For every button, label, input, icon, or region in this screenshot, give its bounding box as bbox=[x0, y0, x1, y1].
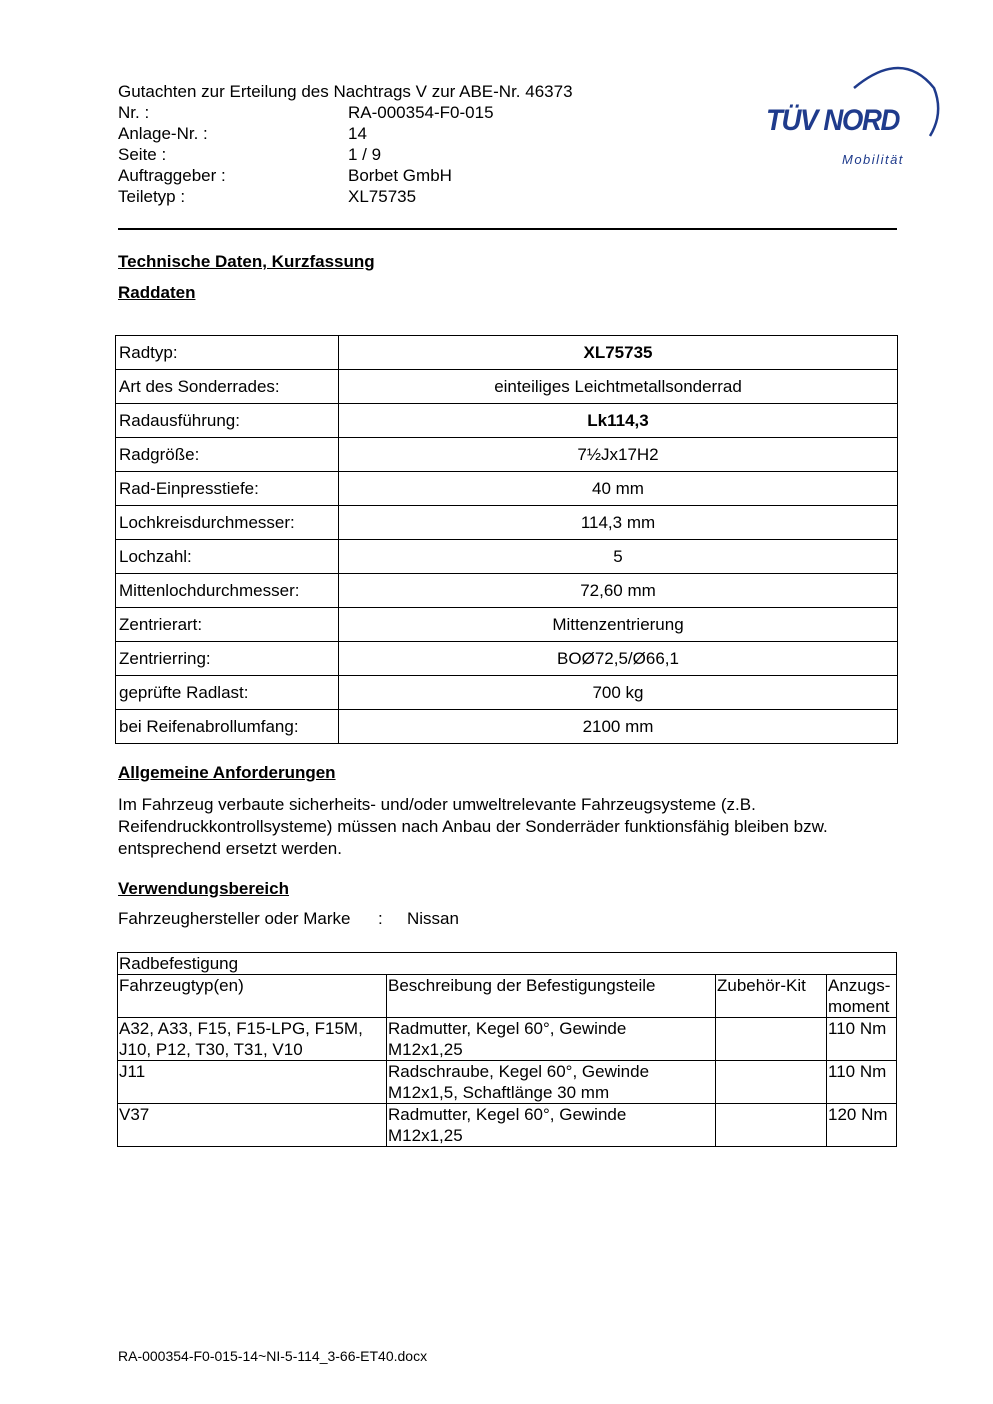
table-row bbox=[116, 608, 898, 642]
row-value: Lk114,3 bbox=[339, 404, 898, 438]
field-value: 14 bbox=[348, 124, 367, 143]
cell-torque: 110 Nm bbox=[827, 1061, 897, 1104]
row-value: XL75735 bbox=[339, 336, 898, 370]
cell-line: M12x1,5, Schaftlänge 30 mm bbox=[388, 1083, 610, 1102]
section-title: Technische Daten, Kurzfassung bbox=[118, 252, 375, 271]
header-vehicle-types: Fahrzeugtyp(en) bbox=[118, 975, 387, 1018]
row-value: 40 mm bbox=[339, 472, 898, 506]
header-torque-line1: Anzugs- bbox=[828, 976, 891, 995]
cell-line: V37 bbox=[119, 1105, 150, 1124]
cell-torque: 120 Nm bbox=[827, 1104, 897, 1147]
row-value: einteiliges Leichtmetallsonderrad bbox=[339, 370, 898, 404]
cell-kit bbox=[716, 1018, 827, 1061]
row-label: Lochkreisdurchmesser: bbox=[116, 506, 339, 540]
row-value: 72,60 mm bbox=[339, 574, 898, 608]
row-label: Rad-Einpresstiefe: bbox=[116, 472, 339, 506]
cell-line: J10, P12, T30, T31, V10 bbox=[119, 1040, 303, 1059]
row-value: 5 bbox=[339, 540, 898, 574]
row-label: Art des Sonderrades: bbox=[116, 370, 339, 404]
header-field-seite bbox=[118, 144, 573, 165]
row-label: bei Reifenabrollumfang: bbox=[116, 710, 339, 744]
document-title: Gutachten zur Erteilung des Nachtrags V zur ABE-Nr. 46373 bbox=[118, 82, 573, 101]
header-divider bbox=[118, 228, 897, 230]
manufacturer-label: Fahrzeughersteller oder Marke bbox=[118, 909, 351, 928]
cell-line: Radschraube, Kegel 60°, Gewinde bbox=[388, 1062, 650, 1081]
manufacturer-line bbox=[118, 909, 459, 929]
cell-kit bbox=[716, 1104, 827, 1147]
cell-line: A32, A33, F15, F15-LPG, F15M, bbox=[119, 1019, 363, 1038]
cell-description bbox=[387, 1104, 716, 1147]
table-row bbox=[118, 1104, 897, 1147]
table-row bbox=[116, 472, 898, 506]
row-label: Radtyp: bbox=[116, 336, 339, 370]
table-header-row bbox=[118, 975, 897, 1018]
cell-torque: 110 Nm bbox=[827, 1018, 897, 1061]
field-label: Teiletyp : bbox=[118, 187, 186, 206]
row-label: Zentrierart: bbox=[116, 608, 339, 642]
field-label: Auftraggeber : bbox=[118, 166, 226, 185]
cell-line: J11 bbox=[119, 1062, 146, 1081]
cell-line: Radmutter, Kegel 60°, Gewinde bbox=[388, 1019, 627, 1038]
field-label: Nr. : bbox=[118, 103, 150, 122]
row-label: geprüfte Radlast: bbox=[116, 676, 339, 710]
footer-filename: RA-000354-F0-015-14~NI-5-114_3-66-ET40.docx bbox=[118, 1348, 428, 1364]
row-value: Mittenzentrierung bbox=[339, 608, 898, 642]
tuv-nord-logo bbox=[762, 58, 942, 173]
document-header bbox=[118, 81, 573, 207]
logo-wordmark: TÜV NORD bbox=[766, 104, 900, 137]
table-row bbox=[116, 710, 898, 744]
row-value: 700 kg bbox=[339, 676, 898, 710]
table-row bbox=[116, 540, 898, 574]
row-value: 114,3 mm bbox=[339, 506, 898, 540]
cell-description bbox=[387, 1018, 716, 1061]
requirements-text bbox=[118, 794, 898, 860]
row-label: Radausführung: bbox=[116, 404, 339, 438]
wheel-data-table bbox=[115, 335, 898, 744]
manufacturer-separator: : bbox=[378, 909, 383, 928]
table-row bbox=[118, 1018, 897, 1061]
table-row bbox=[116, 574, 898, 608]
text-line: Im Fahrzeug verbaute sicherheits- und/oder umweltrelevante Fahrzeugsysteme (z.B. bbox=[118, 795, 756, 814]
row-value: BOØ72,5/Ø66,1 bbox=[339, 642, 898, 676]
row-value: 7½Jx17H2 bbox=[339, 438, 898, 472]
header-field-nr bbox=[118, 102, 573, 123]
requirements-title: Allgemeine Anforderungen bbox=[118, 763, 336, 782]
table-row bbox=[116, 642, 898, 676]
cell-kit bbox=[716, 1061, 827, 1104]
field-value: 1 / 9 bbox=[348, 145, 382, 164]
table-caption-row bbox=[118, 953, 897, 975]
header-torque-line2: moment bbox=[828, 997, 890, 1016]
table-row bbox=[116, 676, 898, 710]
table-row bbox=[118, 1061, 897, 1104]
header-field-teiletyp bbox=[118, 186, 573, 207]
table-row bbox=[116, 370, 898, 404]
header-field-anlage bbox=[118, 123, 573, 144]
table-row bbox=[116, 404, 898, 438]
row-value: 2100 mm bbox=[339, 710, 898, 744]
row-label: Lochzahl: bbox=[116, 540, 339, 574]
cell-line: Radmutter, Kegel 60°, Gewinde bbox=[388, 1105, 627, 1124]
cell-line: M12x1,25 bbox=[388, 1040, 463, 1059]
cell-vehicle-types bbox=[118, 1018, 387, 1061]
table-row bbox=[116, 506, 898, 540]
field-label: Anlage-Nr. : bbox=[118, 124, 208, 143]
text-line: Reifendruckkontrollsysteme) müssen nach Anbau der Sonderräder funktionsfähig bleiben bzw. bbox=[118, 817, 828, 836]
header-accessory-kit: Zubehör-Kit bbox=[716, 975, 827, 1018]
cell-description bbox=[387, 1061, 716, 1104]
logo-subtitle: Mobilität bbox=[842, 152, 904, 167]
cell-line: M12x1,25 bbox=[388, 1126, 463, 1145]
header-field-auftraggeber bbox=[118, 165, 573, 186]
row-label: Radgröße: bbox=[116, 438, 339, 472]
header-torque bbox=[827, 975, 897, 1018]
field-label: Seite : bbox=[118, 145, 167, 164]
manufacturer-value: Nissan bbox=[407, 909, 459, 928]
mounting-table bbox=[117, 952, 897, 1147]
table-caption: Radbefestigung bbox=[118, 953, 897, 975]
cell-vehicle-types bbox=[118, 1061, 387, 1104]
row-label: Mittenlochdurchmesser: bbox=[116, 574, 339, 608]
field-value: Borbet GmbH bbox=[348, 166, 452, 185]
field-value: RA-000354-F0-015 bbox=[348, 103, 494, 122]
table-row bbox=[116, 336, 898, 370]
section-subtitle: Raddaten bbox=[118, 283, 196, 302]
table-row bbox=[116, 438, 898, 472]
field-value: XL75735 bbox=[348, 187, 417, 206]
cell-vehicle-types bbox=[118, 1104, 387, 1147]
usage-title: Verwendungsbereich bbox=[118, 879, 289, 898]
text-line: entsprechend ersetzt werden. bbox=[118, 839, 342, 858]
header-description: Beschreibung der Befestigungsteile bbox=[387, 975, 716, 1018]
row-label: Zentrierring: bbox=[116, 642, 339, 676]
